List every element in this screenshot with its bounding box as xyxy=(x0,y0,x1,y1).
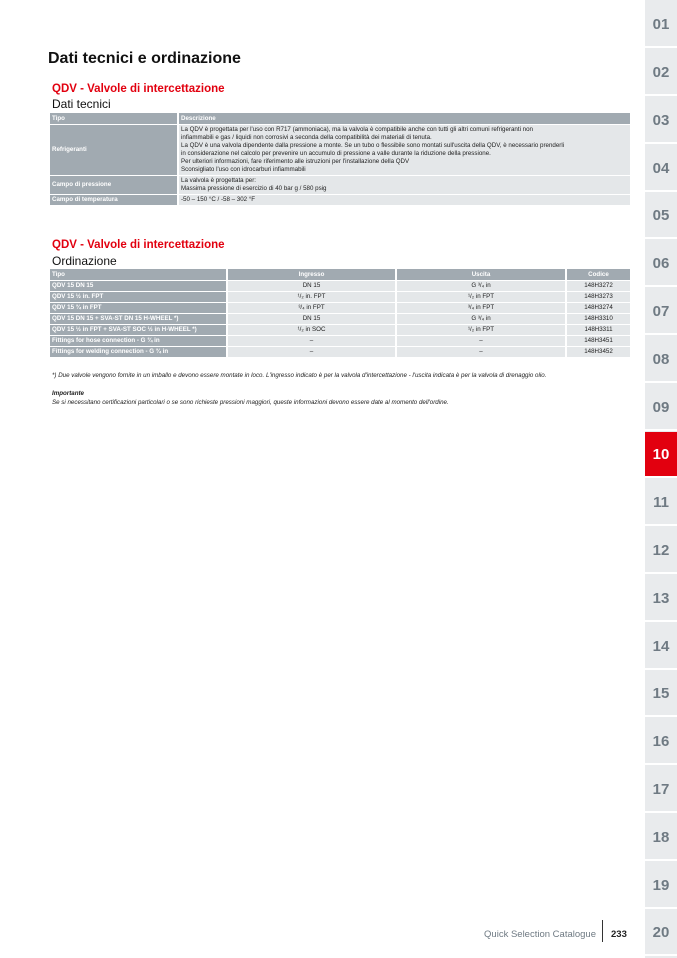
footnote: *) Due valvole vengono fornite in un imballo e devono essere montate in loco. L'ingresso indicato è per la valvola d'intercettazione - l'uscita indicata è per la valvola di drenaggio olio. xyxy=(52,372,547,379)
chapter-tab-11[interactable]: 11 xyxy=(645,480,677,526)
important-label: Importante xyxy=(52,390,84,397)
cell-code: 148H3274 xyxy=(565,303,630,313)
page-title: Dati tecnici e ordinazione xyxy=(48,50,241,67)
column-header: Ingresso xyxy=(226,269,395,280)
row-label: Campo di temperatura xyxy=(50,195,177,205)
footer-divider xyxy=(602,920,603,942)
table-row xyxy=(50,125,630,175)
cell-type: QDV 15 ½ in FPT + SVA-ST SOC ½ in H-WHEEL *) xyxy=(50,325,226,335)
row-description xyxy=(177,125,630,175)
table-row xyxy=(50,292,630,302)
table-header-row xyxy=(50,269,630,280)
cell-type: QDV 15 ¾ in FPT xyxy=(50,303,226,313)
description-line: La QDV è progettata per l'uso con R717 (ammoniaca), ma la valvola è compatibile anche con tutti gli altri comuni refrigeranti non xyxy=(181,126,533,133)
cell-inlet: ³/₄ in FPT xyxy=(226,303,395,313)
table-row xyxy=(50,314,630,324)
description-line: in considerazione nel calcolo per prevenire un accumulo di pressione a valle durante la riduzione della pressione. xyxy=(181,150,491,157)
table-row xyxy=(50,176,630,194)
chapter-tab-12[interactable]: 12 xyxy=(645,528,677,574)
table-row xyxy=(50,325,630,335)
row-description xyxy=(177,195,630,205)
description-line: Massima pressione di esercizio di 40 bar g / 580 psig xyxy=(181,185,327,192)
description-line: La valvola è progettata per: xyxy=(181,177,256,184)
description-line: La QDV è una valvola dipendente dalla pressione a monte. Se un tubo o flessibile sono montati sull'uscita della QDV, è necessario prenderli xyxy=(181,142,565,149)
chapter-tab-02[interactable]: 02 xyxy=(645,50,677,96)
section1-subtitle: Dati tecnici xyxy=(52,97,111,111)
section2-title: QDV - Valvole di intercettazione xyxy=(52,239,225,251)
table-row xyxy=(50,347,630,357)
cell-inlet: ¹/₂ in. FPT xyxy=(226,292,395,302)
cell-outlet: G ³/₄ in xyxy=(395,314,565,324)
column-header: Codice xyxy=(565,269,630,280)
cell-outlet: – xyxy=(395,336,565,346)
cell-outlet: ³/₄ in FPT xyxy=(395,303,565,313)
cell-code: 148H3273 xyxy=(565,292,630,302)
chapter-tab-08[interactable]: 08 xyxy=(645,337,677,383)
chapter-tab-20[interactable]: 20 xyxy=(645,910,677,956)
table-row xyxy=(50,281,630,291)
cell-type: Fittings for hose connection - G ¾ in xyxy=(50,336,226,346)
chapter-tabs xyxy=(645,0,677,958)
chapter-tab-15[interactable]: 15 xyxy=(645,671,677,717)
cell-type: QDV 15 DN 15 + SVA-ST DN 15 H-WHEEL *) xyxy=(50,314,226,324)
chapter-tab-01[interactable]: 01 xyxy=(645,2,677,48)
chapter-tab-04[interactable]: 04 xyxy=(645,146,677,192)
column-header: Tipo xyxy=(50,113,177,124)
description-line: -50 – 150 °C / -58 – 302 °F xyxy=(181,196,256,203)
chapter-tab-17[interactable]: 17 xyxy=(645,767,677,813)
row-description xyxy=(177,176,630,194)
chapter-tab-07[interactable]: 07 xyxy=(645,289,677,335)
chapter-tab-18[interactable]: 18 xyxy=(645,815,677,861)
technical-data-table xyxy=(50,112,630,206)
column-header: Tipo xyxy=(50,269,226,280)
cell-inlet: – xyxy=(226,336,395,346)
ordering-table xyxy=(50,268,630,358)
page-number: 233 xyxy=(611,929,627,940)
cell-code: 148H3311 xyxy=(565,325,630,335)
cell-outlet: – xyxy=(395,347,565,357)
cell-outlet: ¹/₂ in FPT xyxy=(395,325,565,335)
cell-outlet: G ³/₄ in xyxy=(395,281,565,291)
chapter-tab-09[interactable]: 09 xyxy=(645,385,677,431)
cell-inlet: ¹/₂ in SOC xyxy=(226,325,395,335)
cell-type: QDV 15 DN 15 xyxy=(50,281,226,291)
table-row xyxy=(50,336,630,346)
cell-code: 148H3452 xyxy=(565,347,630,357)
cell-outlet: ¹/₂ in FPT xyxy=(395,292,565,302)
cell-type: QDV 15 ½ in. FPT xyxy=(50,292,226,302)
cell-inlet: DN 15 xyxy=(226,314,395,324)
row-label: Refrigeranti xyxy=(50,125,177,175)
important-note: Se si necessitano certificazioni particolari o se sono richieste pressioni maggiori, queste informazioni devono essere date al momento dell'ordine. xyxy=(52,399,449,406)
section2-subtitle: Ordinazione xyxy=(52,254,117,268)
table-header-row xyxy=(50,113,630,124)
description-line: Sconsigliato l'uso con idrocarburi infiammabili xyxy=(181,166,306,173)
chapter-tab-13[interactable]: 13 xyxy=(645,576,677,622)
cell-inlet: – xyxy=(226,347,395,357)
description-line: infiammabili e gas / liquidi non corrosivi a seconda della compatibilità dei materiali di tenuta. xyxy=(181,134,432,141)
chapter-tab-14[interactable]: 14 xyxy=(645,624,677,670)
cell-inlet: DN 15 xyxy=(226,281,395,291)
row-label: Campo di pressione xyxy=(50,176,177,194)
chapter-tab-06[interactable]: 06 xyxy=(645,241,677,287)
section1-title: QDV - Valvole di intercettazione xyxy=(52,83,225,95)
cell-code: 148H3272 xyxy=(565,281,630,291)
chapter-tab-19[interactable]: 19 xyxy=(645,863,677,909)
column-header: Uscita xyxy=(395,269,565,280)
table-row xyxy=(50,303,630,313)
table-row xyxy=(50,195,630,205)
footer-catalogue-name: Quick Selection Catalogue xyxy=(484,929,596,940)
cell-type: Fittings for welding connection - G ¾ in xyxy=(50,347,226,357)
chapter-tab-03[interactable]: 03 xyxy=(645,98,677,144)
column-header: Descrizione xyxy=(177,113,630,124)
chapter-tab-16[interactable]: 16 xyxy=(645,719,677,765)
cell-code: 148H3451 xyxy=(565,336,630,346)
description-line: Per ulteriori informazioni, fare riferimento alle istruzioni per l'installazione della QDV xyxy=(181,158,410,165)
chapter-tab-05[interactable]: 05 xyxy=(645,193,677,239)
cell-code: 148H3310 xyxy=(565,314,630,324)
chapter-tab-10-active[interactable]: 10 xyxy=(645,432,677,478)
